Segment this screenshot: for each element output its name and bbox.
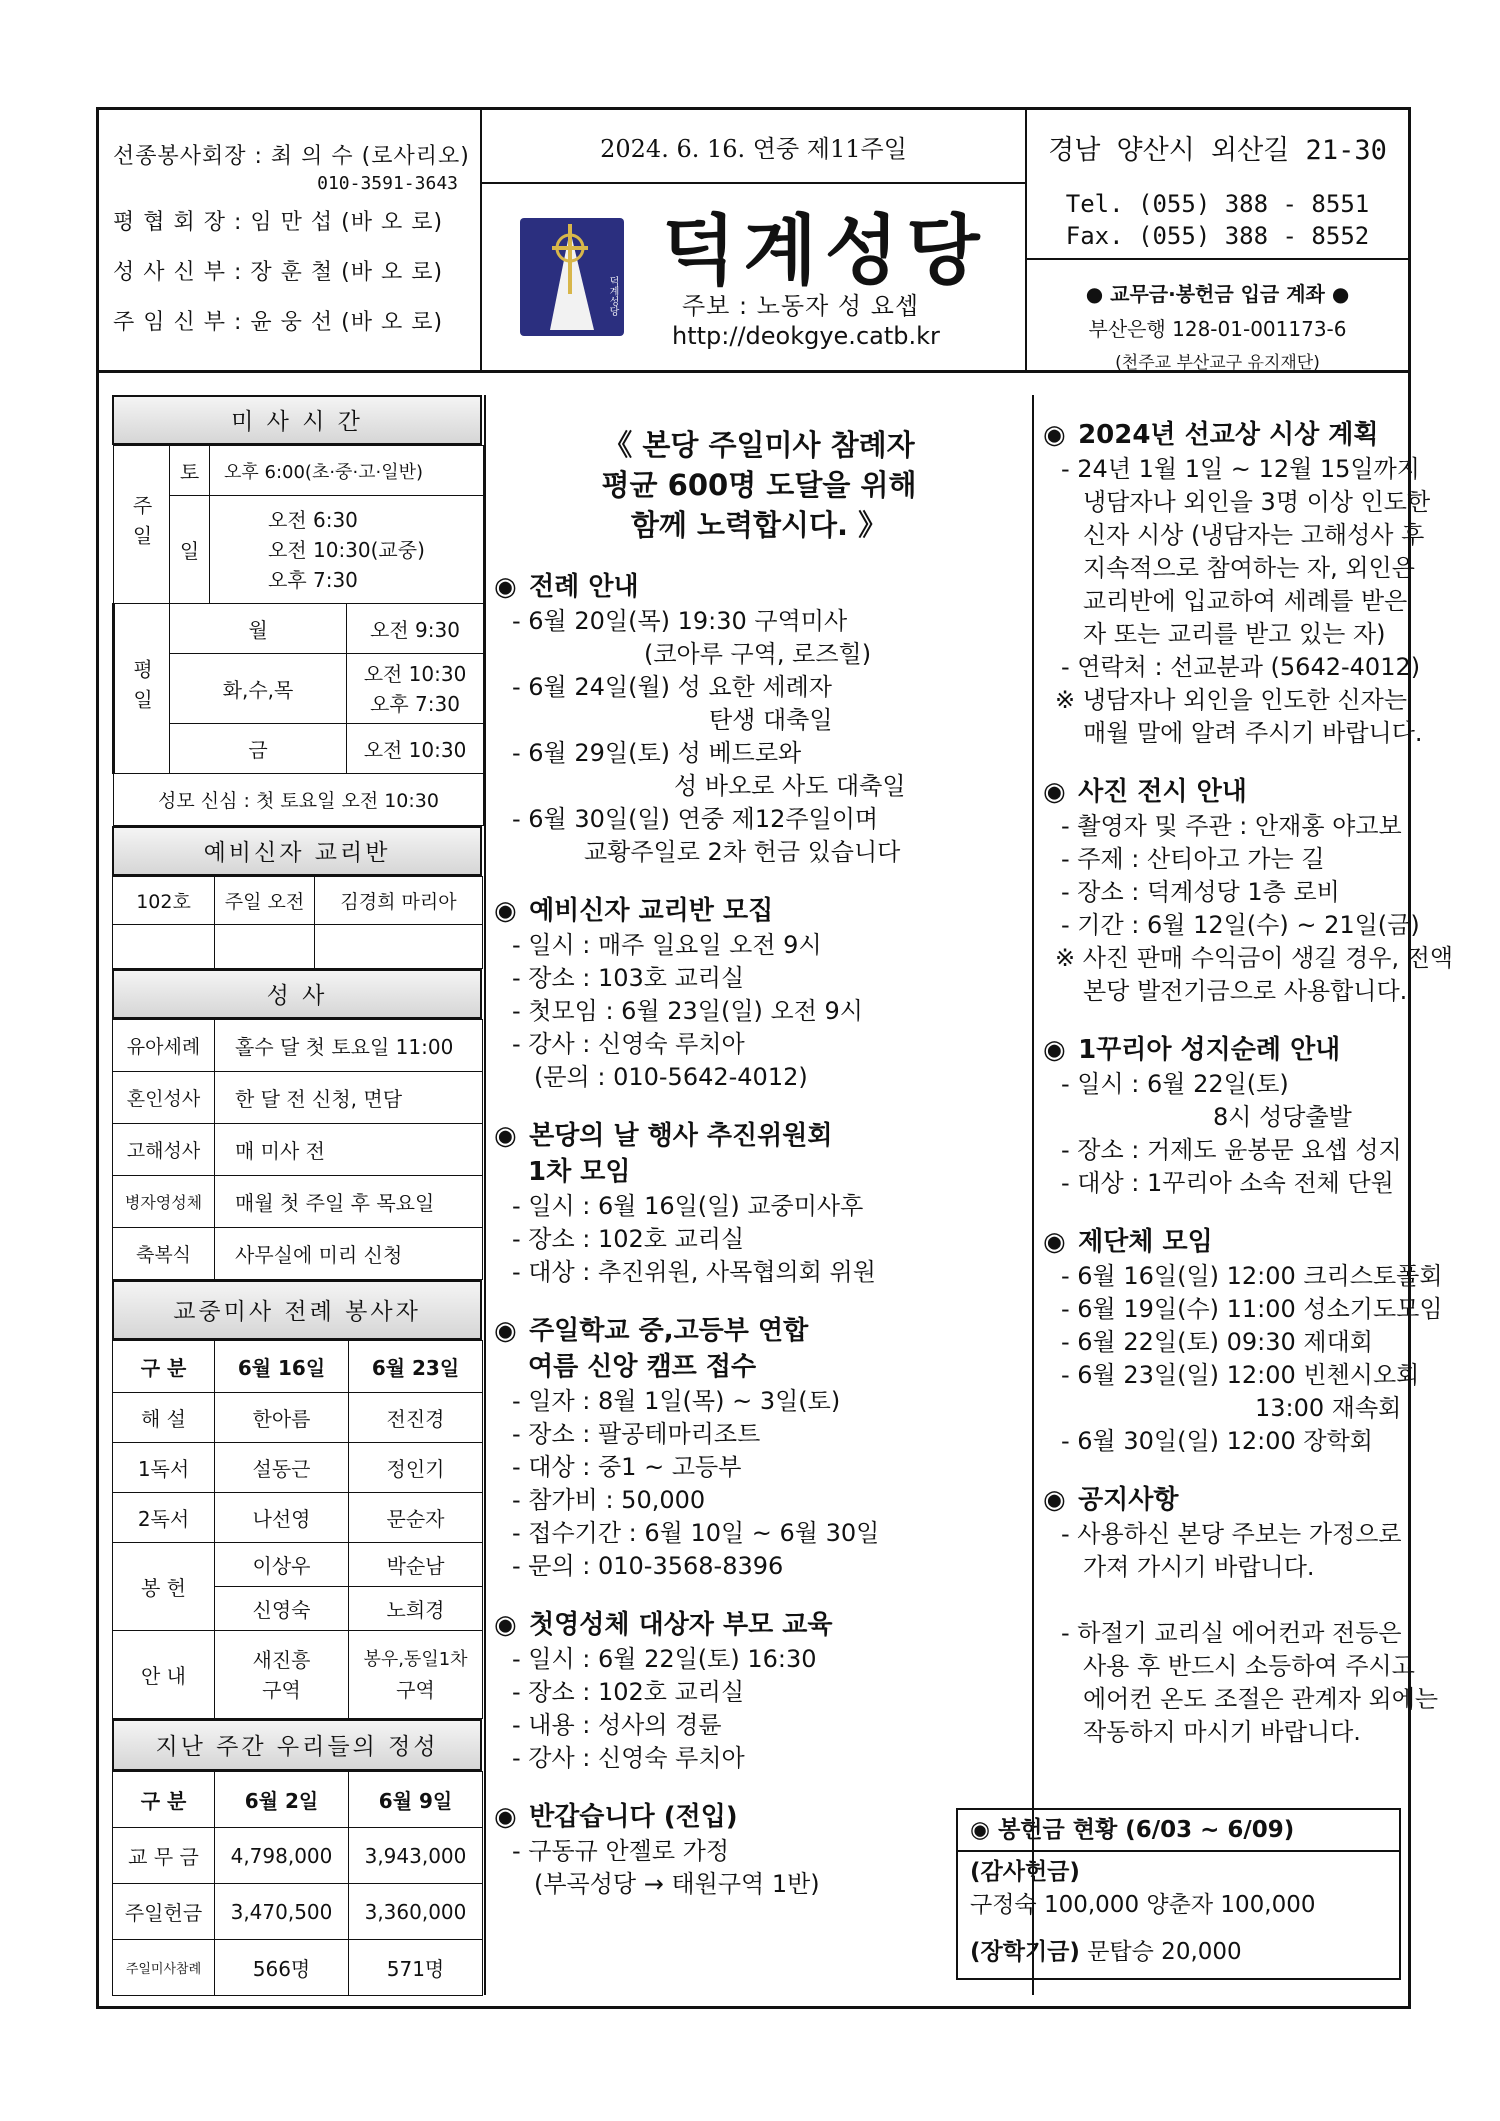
camp-section: ◉ 주일학교 중,고등부 연합 여름 신앙 캠프 접수 - 일자 : 8월 1일(목) ~ 3일(토) - 장소 : 팔공테마리조트 - 대상 : 중1 ~ 고등부 - 참가비 : 50,000 - 접수기간 : 6월 10일 ~ 6월 30일 - 문의 : 010-3568-8396 <box>494 1313 1024 1583</box>
tue-times: 오전 10:30 오후 7:30 <box>347 654 484 724</box>
address: 경남 양산시 외산길 21-30 <box>1048 135 1387 166</box>
offering-status-title: ◉ 봉헌금 현황 (6/03 ~ 6/09) <box>958 1810 1399 1852</box>
bulletin-page <box>96 107 1454 2009</box>
staff-row: 선종봉사회장 : 최 의 수 (로사리오) <box>113 144 470 169</box>
sacraments-table: 유아세례 홀수 달 첫 토요일 11:00 혼인성사 한 달 전 신청, 면담 고해성사 매 미사 전 병자영성체 매월 첫 주일 후 목요일 축복식 사무실에 미리 신청 <box>112 1019 483 1280</box>
servers-title: 교중미사 전례 봉사자 <box>112 1280 482 1340</box>
header <box>99 110 1408 373</box>
website-link[interactable]: http://deokgye.catb.kr <box>672 322 940 350</box>
bullet-icon: ◉ <box>1043 420 1066 450</box>
contact-panel <box>1027 110 1408 373</box>
liturgy-section: ◉ 전례 안내 - 6월 20일(목) 19:30 구역미사 (코아루 구역, 로즈힐) - 6월 24일(월) 성 요한 세례자 탄생 대축일 - 6월 29일(토) 성 베드로와 성 바오로 사도 대축일 - 6월 30일(일) 연중 제12주일이며 교황주일로 2차 헌금 있습니다 <box>494 569 1024 869</box>
sun-day: 일 <box>170 496 210 604</box>
bullet-icon: ◉ <box>494 1802 517 1832</box>
bullet-icon: ◉ <box>494 1610 517 1640</box>
weekday-label: 평일 <box>114 604 170 774</box>
middle-column <box>494 395 1024 1925</box>
offerings-title: 지난 주간 우리들의 정성 <box>112 1719 482 1771</box>
account-title: ● 교무금·봉헌금 입금 계좌 ● <box>1085 282 1350 306</box>
church-logo-icon: 덕계성당 <box>520 218 624 336</box>
catechumen-recruit-section: ◉ 예비신자 교리반 모집 - 일시 : 매주 일요일 오전 9시 - 장소 : 103호 교리실 - 첫모임 : 6월 23일(일) 오전 9시 - 강사 : 신영숙 루치아 (문의 : 010-5642-4012) <box>494 893 1024 1094</box>
staff-panel <box>99 110 482 370</box>
issue-date: 2024. 6. 16. 연중 제11주일 <box>482 110 1025 184</box>
fri-day: 금 <box>170 724 347 774</box>
sat-day: 토 <box>170 446 210 496</box>
bullet-icon: ◉ <box>1043 1485 1066 1515</box>
bullet-icon: ◉ <box>494 896 517 926</box>
patron-saint: 주보 : 노동자 성 요셉 <box>682 292 920 320</box>
notice-section: ◉ 공지사항 - 사용하신 본당 주보는 가정으로 가져 가시기 바랍니다. - 하절기 교리실 에어컨과 전등은 사용 후 반드시 소등하여 주시고 에어컨 온도 조절은 관계자 외에는 작동하지 마시기 바랍니다. <box>1043 1482 1408 1749</box>
staff-phone: 010-3591-3643 <box>317 173 458 194</box>
bullet-icon: ◉ <box>494 1316 517 1346</box>
sat-time: 오후 6:00(초·중·고·일반) <box>210 446 484 496</box>
offerings-table: 구 분 6월 2일 6월 9일 교 무 금 4,798,000 3,943,000 주일헌금 3,470,500 3,360,000 주일미사참례 566명 571명 <box>112 1771 483 1996</box>
account-box <box>1027 258 1408 372</box>
right-column <box>1043 395 1454 1773</box>
sacraments-title: 성 사 <box>112 969 482 1019</box>
bullet-icon: ◉ <box>494 572 517 602</box>
church-name: 덕계성당 <box>662 206 988 295</box>
staff-row: 성 사 신 부 : 장 훈 철 (바 오 로) <box>113 260 444 285</box>
bullet-icon: ◉ <box>494 1121 517 1151</box>
servers-table: 구 분 6월 16일 6월 23일 해 설 한아름 전진경 1독서 설동근 정인기 2독서 나선영 문순자 봉 헌 이상우 박순남 신영숙 노희경 안 내 새진흥 구역 봉우,동일1차 구역 <box>112 1340 483 1719</box>
tel-number: Tel. (055) 388 - 8551 <box>1065 190 1370 218</box>
pilgrimage-section: ◉ 1꾸리아 성지순례 안내 - 일시 : 6월 22일(토) 8시 성당출발 - 장소 : 거제도 윤봉문 요셉 성지 - 대상 : 1꾸리아 소속 전체 단원 <box>1043 1032 1408 1200</box>
offering-status-box: ◉ 봉헌금 현황 (6/03 ~ 6/09) (감사헌금) 구정숙 100,000 양춘자 100,000 (장학기금) 문탑승 20,000 <box>956 1808 1401 1980</box>
account-number: 부산은행 128-01-001173-6 <box>1088 317 1347 341</box>
staff-row: 평 협 회 장 : 임 만 섭 (바 오 로) <box>113 210 444 235</box>
catechumen-title: 예비신자 교리반 <box>112 826 482 876</box>
column-divider <box>1032 395 1034 1995</box>
sun-times: 오전 6:30 오전 10:30(교중) 오후 7:30 <box>210 496 484 604</box>
column-divider <box>484 395 486 1995</box>
title-panel <box>482 110 1027 370</box>
welcome-section: ◉ 반갑습니다 (전입) - 구동규 안젤로 가정 (부곡성당 → 태원구역 1반) <box>494 1799 1024 1901</box>
tue-day: 화,수,목 <box>170 654 347 724</box>
mon-time: 오전 9:30 <box>347 604 484 654</box>
mission-award-section: ◉ 2024년 선교상 시상 계획 - 24년 1월 1일 ~ 12월 15일까지 냉담자나 외인을 3명 이상 인도한 신자 시상 (냉담자는 고해성사 후 지속적으로 참여하는 자, 외인은 교리반에 입교하여 세례를 받은 자 또는 교리를 받고 있는 자) - 연락처 : 선교분과 (5642-4012) ※ 냉담자나 외인을 인도한 신자는 매월 말에 알려 주시기 바랍니다. <box>1043 417 1408 750</box>
headline: 《 본당 주일미사 참례자 평균 600명 도달을 위해 함께 노력합시다. 》 <box>601 428 917 542</box>
staff-row: 주 임 신 부 : 윤 웅 선 (바 오 로) <box>113 310 444 335</box>
bullet-icon: ◉ <box>1043 1035 1066 1065</box>
catechumen-table: 102호 주일 오전 김경희 마리아 <box>112 876 483 969</box>
sunday-label: 주일 <box>114 446 170 604</box>
photo-exhibit-section: ◉ 사진 전시 안내 - 촬영자 및 주관 : 안재홍 야고보 - 주제 : 산티아고 가는 길 - 장소 : 덕계성당 1층 로비 - 기간 : 6월 12일(수) ~ 21일(금) ※ 사진 판매 수익금이 생길 경우, 전액 본당 발전기금으로 사용합니다. <box>1043 774 1408 1008</box>
bullet-icon: ◉ <box>1043 777 1066 807</box>
fax-number: Fax. (055) 388 - 8552 <box>1065 222 1370 250</box>
left-column <box>112 395 482 1996</box>
account-owner: (천주교 부산교구 유지재단) <box>1115 353 1320 373</box>
mass-times-title: 미 사 시 간 <box>112 395 482 445</box>
fri-time: 오전 10:30 <box>347 724 484 774</box>
mon-day: 월 <box>170 604 347 654</box>
mass-times-table <box>112 445 484 826</box>
groups-meeting-section: ◉ 제단체 모임 - 6월 16일(일) 12:00 크리스토폴회 - 6월 19일(수) 11:00 성소기도모임 - 6월 22일(토) 09:30 제대회 - 6월 23일(일) 12:00 빈첸시오회 13:00 재속회 - 6월 30일(일) 12:00 장학회 <box>1043 1224 1408 1458</box>
parish-day-section: ◉ 본당의 날 행사 추진위원회 1차 모임 - 일시 : 6월 16일(일) 교중미사후 - 장소 : 102호 교리실 - 대상 : 추진위원, 사목협의회 위원 <box>494 1118 1024 1289</box>
bullet-icon: ◉ <box>1043 1227 1066 1257</box>
communion-parents-section: ◉ 첫영성체 대상자 부모 교육 - 일시 : 6월 22일(토) 16:30 - 장소 : 102호 교리실 - 내용 : 성사의 경륜 - 강사 : 신영숙 루치아 <box>494 1607 1024 1775</box>
devotion: 성모 신심 : 첫 토요일 오전 10:30 <box>114 774 484 826</box>
